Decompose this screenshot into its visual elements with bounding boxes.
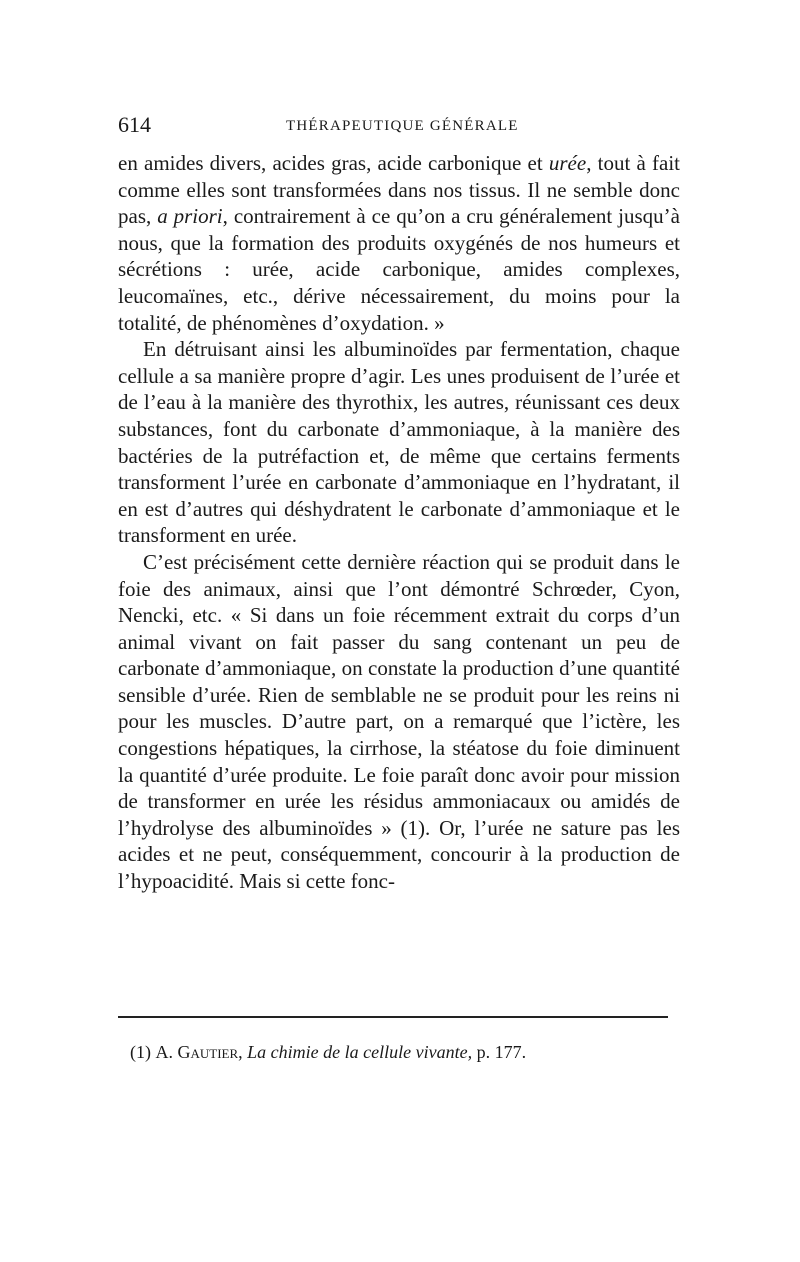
italic-text: a priori	[157, 204, 223, 229]
text-run: , contrairement à ce qu’on a cru généralement jusqu’à nous, que la formation des produits oxygénés de nos humeurs et sécrétions : urée, acide carbonique, amides complexes, leucomaïnes, etc., dérive nécessairement, du moins pour la totalité, de phénomènes d’oxydation. »	[118, 204, 680, 335]
text-run: , tout à fait comme elles sont transformées dans nos tissus. Il ne semble donc pas,	[118, 151, 680, 229]
paragraph	[118, 150, 680, 336]
page-header	[118, 110, 680, 140]
document-page	[118, 110, 680, 1062]
footnote-page: p. 177.	[476, 1042, 527, 1062]
text-run: C’est précisément cette dernière réaction qui se produit dans le foie des animaux, ainsi que l’ont démontré Schrœder, Cyon, Nencki, etc. « Si dans un foie récemment extrait du corps d’un animal vivant on fait passer du sang contenant un peu de carbonate d’ammoniaque, on constate la production d’une quantité sensible d’urée. Rien de semblable ne se produit pour les reins ni pour les muscles. D’autre part, on a remarqué que l’ictère, les congestions hépatiques, la cirrhose, la stéatose du foie diminuent la quantité d’urée produite. Le foie paraît donc avoir pour mission de transformer en urée les résidus ammoniacaux ou amidés de l’hydrolyse des albuminoïdes » (1). Or, l’urée ne sature pas les acides et ne peut, conséquemment, concourir à la production de l’hypoacidité. Mais si cette fonc-	[118, 549, 680, 894]
paragraph	[118, 549, 680, 895]
footnote-author: A. Gautier,	[155, 1042, 243, 1062]
footnote	[130, 1040, 526, 1064]
paragraph	[118, 336, 680, 549]
footnote-title: La chimie de la cellule vivante,	[247, 1042, 473, 1062]
running-title: THÉRAPEUTIQUE GÉNÉRALE	[286, 118, 519, 134]
footnote-marker: (1)	[130, 1042, 151, 1062]
italic-text: urée	[548, 151, 587, 175]
text-run: en amides divers, acides gras, acide carbonique et	[118, 151, 549, 175]
footnote-rule	[118, 1016, 668, 1018]
text-run: En détruisant ainsi les albuminoïdes par fermentation, chaque cellule a sa manière propre d’agir. Les unes produisent de l’urée et de l’eau à la manière des thyrothix, les autres, réunissant ces deux substances, font du carbonate d’ammoniaque, à la manière des bactéries de la putréfaction et, de même que certains ferments transforment l’urée en carbonate d’ammoniaque en l’hydratant, il en est d’autres qui déshydratent le carbonate d’ammoniaque et le transforment en urée.	[118, 337, 680, 548]
page-number: 614	[118, 112, 151, 137]
body-text	[118, 150, 680, 895]
